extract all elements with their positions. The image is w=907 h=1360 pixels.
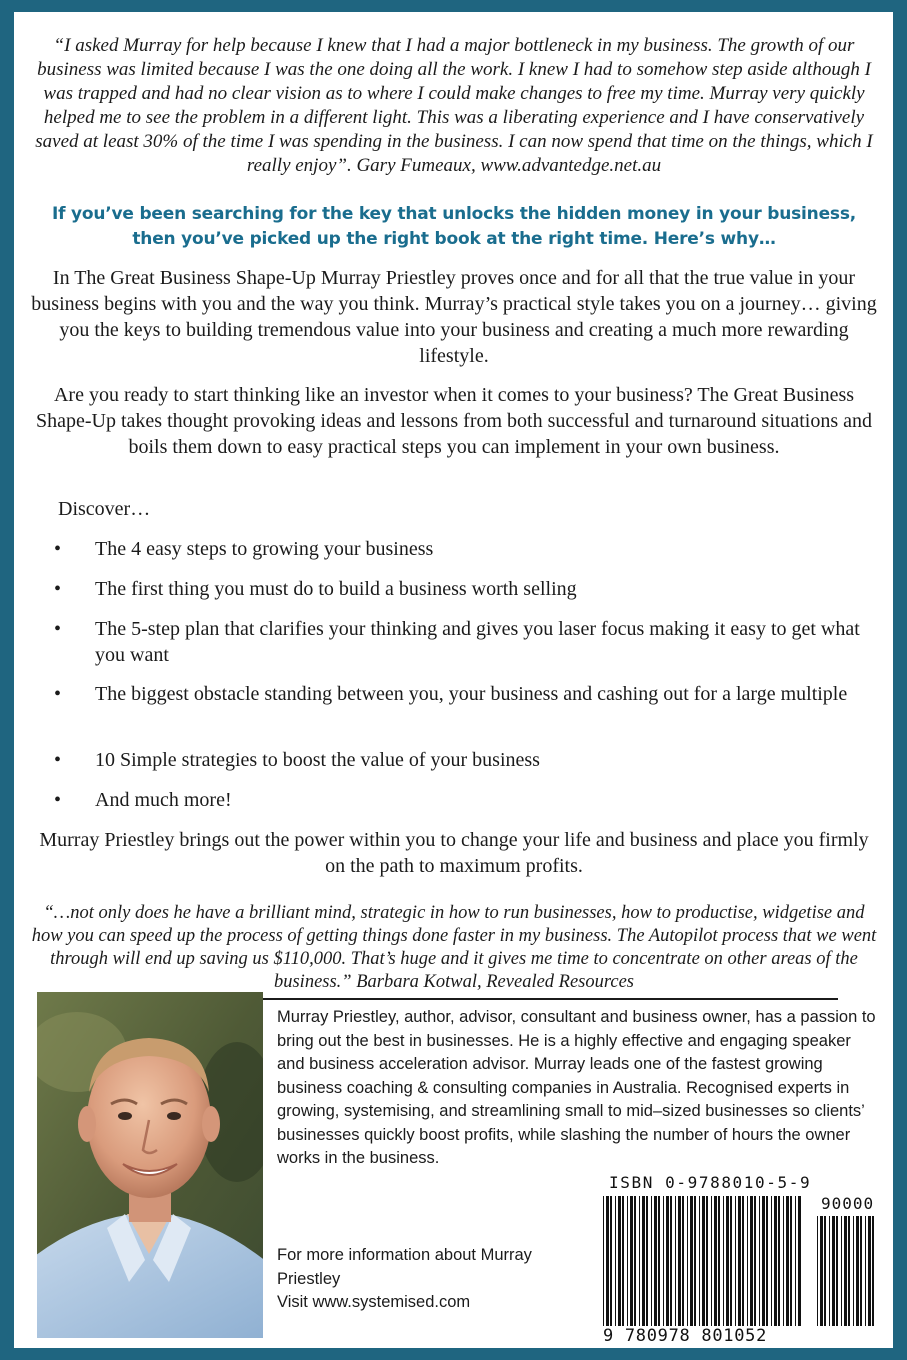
barcode-bar xyxy=(670,1196,672,1326)
bullet-icon: • xyxy=(54,683,62,705)
barcode-bar xyxy=(723,1196,724,1326)
barcode-addon-digits: 90000 xyxy=(821,1194,875,1213)
barcode-bar xyxy=(817,1216,818,1326)
more-info-text: For more information about Murray Priestley xyxy=(277,1246,532,1288)
barcode-bar xyxy=(766,1196,768,1326)
barcode-bar xyxy=(829,1216,830,1326)
barcode-addon-bars-icon xyxy=(817,1216,877,1326)
bullet-icon: • xyxy=(54,789,62,811)
bullet-icon: • xyxy=(54,749,62,771)
barcode-bar xyxy=(754,1196,756,1326)
barcode-bar xyxy=(646,1196,648,1326)
investor-paragraph: Are you ready to start thinking like an investor when it comes to your business? The Great Business Shape-Up takes thought provoking ideas and lessons from both successful and turnaround situations and boils them down to easy practical steps you can implement in your own business. xyxy=(36,384,872,458)
intro-paragraph: In The Great Business Shape-Up Murray Priestley proves once and for all that the true value in your business begins with you and the way you think. Murray’s practical style takes you on a journey… giving you the keys to building tremendous value into your business and creating a much more rewarding lifestyle. xyxy=(31,267,877,367)
author-portrait-image xyxy=(37,992,263,1338)
barcode-bar xyxy=(747,1196,748,1326)
barcode-bar xyxy=(630,1196,633,1326)
discover-label: Discover… xyxy=(58,498,151,520)
barcode-bar xyxy=(690,1196,693,1326)
barcode-bar xyxy=(651,1196,652,1326)
list-item-text: And much more! xyxy=(95,789,232,811)
barcode-bar xyxy=(606,1196,609,1326)
barcode-bar xyxy=(798,1196,801,1326)
barcode-bar xyxy=(853,1216,854,1326)
barcode-bar xyxy=(615,1196,616,1326)
barcode-bar xyxy=(658,1196,660,1326)
barcode-bar xyxy=(783,1196,784,1326)
author-photo xyxy=(37,992,263,1338)
barcode-bar xyxy=(610,1196,612,1326)
back-cover xyxy=(14,12,893,1348)
barcode-bar xyxy=(820,1216,823,1326)
list-item-text: The biggest obstacle standing between you, your business and cashing out for a large multiple xyxy=(95,683,848,705)
barcode-bar xyxy=(711,1196,712,1326)
barcode-bar xyxy=(742,1196,744,1326)
barcode-bar xyxy=(666,1196,669,1326)
barcode-bar xyxy=(872,1216,874,1326)
barcode-bar xyxy=(865,1216,866,1326)
list-item-text: The 5-step plan that clarifies your thinking and gives you laser focus making it easy to get what you want xyxy=(95,618,860,666)
barcode-bar xyxy=(699,1196,700,1326)
bullet-icon: • xyxy=(54,538,62,560)
ean-digits: 9 780978 801052 xyxy=(603,1326,768,1346)
headline: If you’ve been searching for the key that unlocks the hidden money in your business, then you’ve picked up the right book at the right time. Here’s why… xyxy=(51,204,857,249)
barcode-bar xyxy=(706,1196,708,1326)
isbn-label: ISBN 0-9788010-5-9 xyxy=(609,1173,812,1192)
barcode-bar xyxy=(654,1196,657,1326)
barcode-bar xyxy=(627,1196,628,1326)
barcode-bars-icon xyxy=(603,1196,801,1326)
barcode-bar xyxy=(738,1196,741,1326)
testimonial-quote-bottom: “…not only does he have a brilliant mind, strategic in how to run businesses, how to productise, widgetise and how you can speed up the process of getting things done faster in my business. The Autopilot process that we went through will end up saving us $110,000. That’s huge and it gives me time to concentrate on other areas of the business.” Barbara Kotwal, Revealed Resources xyxy=(31,903,877,992)
barcode-bar xyxy=(618,1196,621,1326)
bullet-icon: • xyxy=(54,578,62,600)
barcode-bar xyxy=(622,1196,624,1326)
list-item-text: The 4 easy steps to growing your business xyxy=(95,538,434,560)
barcode-bar xyxy=(735,1196,736,1326)
barcode-bar xyxy=(832,1216,835,1326)
barcode-bar xyxy=(762,1196,765,1326)
bullet-icon: • xyxy=(54,618,62,640)
barcode-bar xyxy=(687,1196,688,1326)
barcode-bar xyxy=(726,1196,729,1326)
website-link[interactable]: Visit www.systemised.com xyxy=(277,1293,471,1311)
barcode-bar xyxy=(682,1196,684,1326)
barcode-bar xyxy=(702,1196,705,1326)
more-info xyxy=(277,1244,577,1315)
isbn-barcode xyxy=(595,1172,885,1348)
barcode-bar xyxy=(778,1196,780,1326)
barcode-bar xyxy=(795,1196,796,1326)
barcode-bar xyxy=(675,1196,676,1326)
list-item-text: 10 Simple strategies to boost the value of your business xyxy=(95,749,540,771)
barcode-bar xyxy=(694,1196,696,1326)
barcode-bar xyxy=(603,1196,604,1326)
barcode-bar xyxy=(841,1216,842,1326)
barcode-bar xyxy=(642,1196,645,1326)
testimonial-quote-top: “I asked Murray for help because I knew that I had a major bottleneck in my business. The growth of our business was limited because I was the one doing all the work. I knew I had to somehow step aside although I was trapped and had no clear vision as to where I could make changes to free my time. Murray very quickly helped me to see the problem in a different light. This was a liberating experience and I have conservatively saved at least 30% of the time I was spending in the business. I can now spend that time on the things, which I really enjoy”. Gary Fumeaux, www.advantedge.net.au xyxy=(35,35,873,176)
barcode-bar xyxy=(714,1196,717,1326)
barcode-bar xyxy=(730,1196,732,1326)
barcode-bar xyxy=(678,1196,681,1326)
barcode-bar xyxy=(836,1216,838,1326)
barcode-bar xyxy=(771,1196,772,1326)
barcode-bar xyxy=(774,1196,777,1326)
barcode-bar xyxy=(848,1216,850,1326)
closing-paragraph: Murray Priestley brings out the power within you to change your life and business and place you firmly on the path to maximum profits. xyxy=(39,829,869,877)
barcode-bar xyxy=(750,1196,753,1326)
barcode-bar xyxy=(790,1196,792,1326)
barcode-bar xyxy=(844,1216,847,1326)
barcode-bar xyxy=(634,1196,636,1326)
list-item-text: The first thing you must do to build a business worth selling xyxy=(95,578,577,600)
barcode-bar xyxy=(663,1196,664,1326)
barcode-bar xyxy=(824,1216,826,1326)
barcode-bar xyxy=(860,1216,862,1326)
barcode-bar xyxy=(759,1196,760,1326)
barcode-bar xyxy=(718,1196,720,1326)
barcode-bar xyxy=(639,1196,640,1326)
barcode-bar xyxy=(786,1196,789,1326)
barcode-bar xyxy=(856,1216,859,1326)
author-bio: Murray Priestley, author, advisor, consultant and business owner, has a passion to bring out the best in businesses. He is a highly effective and engaging speaker and business acceleration advisor. Murray leads one of the fastest growing business coaching & consulting companies in Australia. Recognised experts in growing, systemising, and streamlining small to mid–sized businesses so clients’ businesses quickly boost profits, while slashing the number of hours the owner works in the business. xyxy=(277,1008,876,1167)
barcode-bar xyxy=(868,1216,871,1326)
